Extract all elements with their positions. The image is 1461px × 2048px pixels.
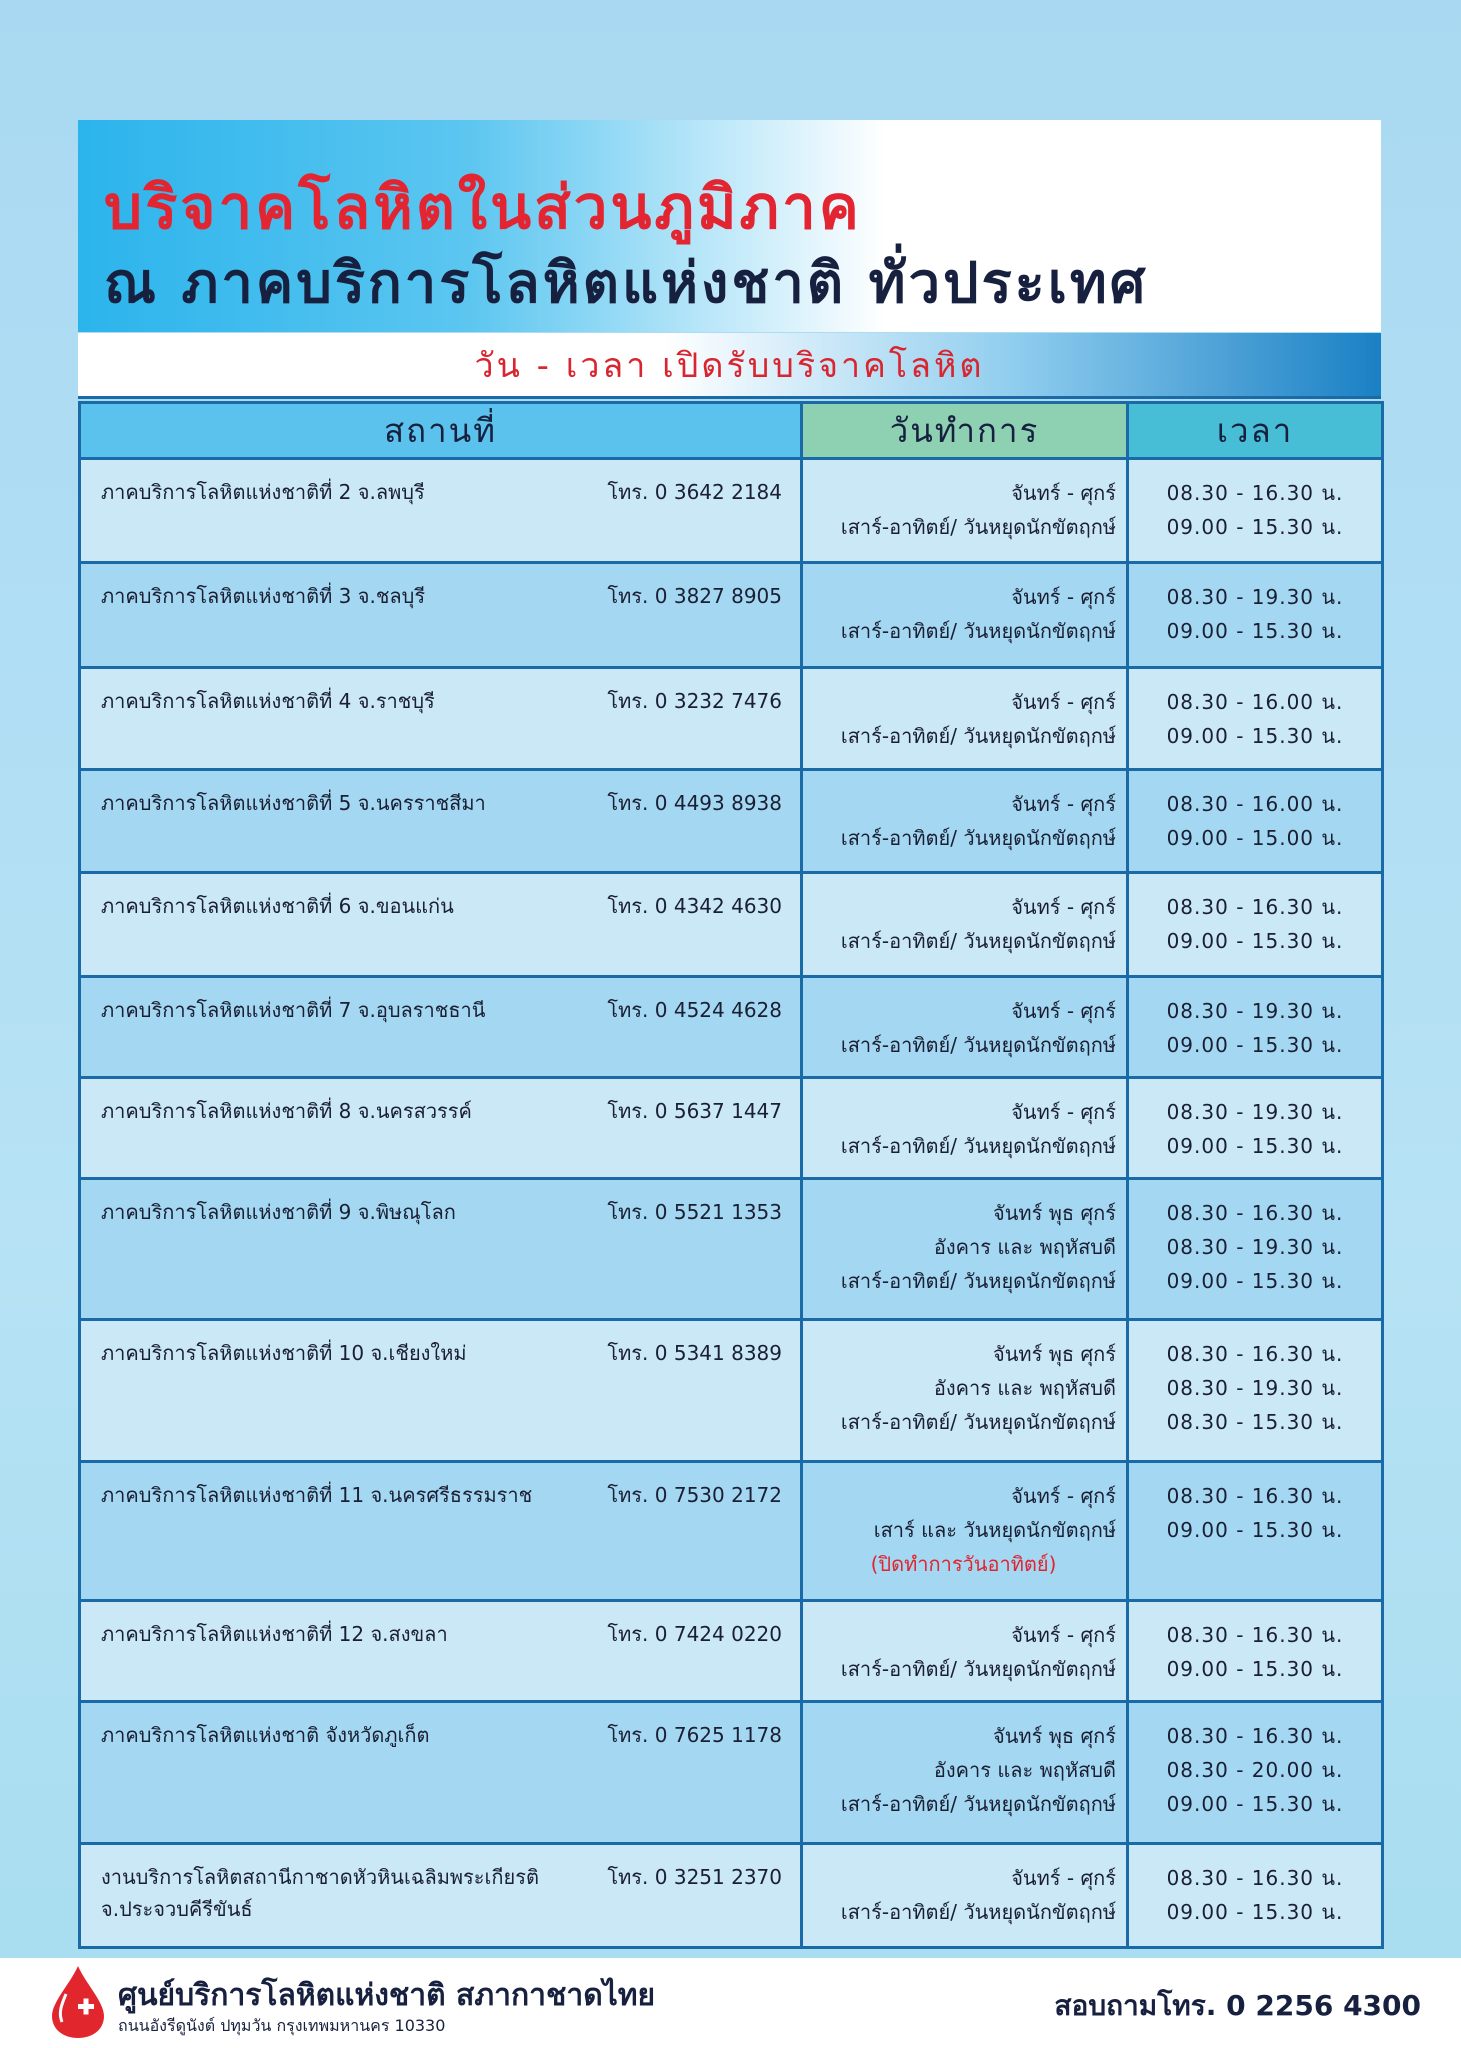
days-cell — [802, 977, 1128, 1078]
days-line: อังคาร และ พฤหัสบดี — [933, 1376, 1116, 1400]
days-line: เสาร์-อาทิตย์/ วันหยุดนักขัตฤกษ์ — [840, 1792, 1116, 1816]
days-cell — [802, 1601, 1128, 1702]
hours-cell — [1128, 1320, 1383, 1462]
hours-line: 09.00 - 15.30 น. — [1166, 1134, 1344, 1158]
opening-hours-banner-text: วัน - เวลา เปิดรับบริจาคโลหิต — [474, 345, 985, 386]
hours-cell — [1128, 1078, 1383, 1179]
donation-schedule-table — [78, 401, 1384, 1949]
days-line: เสาร์-อาทิตย์/ วันหยุดนักขัตฤกษ์ — [840, 1033, 1116, 1057]
location-name: ภาคบริการโลหิตแห่งชาติที่ 9 จ.พิษณุโลก — [101, 1200, 456, 1224]
table-row — [80, 1702, 1383, 1844]
days-cell — [802, 459, 1128, 563]
hours-cell — [1128, 1179, 1383, 1320]
footer — [0, 1958, 1461, 2048]
days-line: จันทร์ พุธ ศุกร์ — [993, 1342, 1116, 1366]
days-line: อังคาร และ พฤหัสบดี — [933, 1235, 1116, 1259]
days-cell — [802, 1179, 1128, 1320]
hours-cell — [1128, 1601, 1383, 1702]
hours-cell — [1128, 459, 1383, 563]
hours-line: 08.30 - 16.30 น. — [1166, 1724, 1344, 1748]
location-cell — [80, 1179, 802, 1320]
table-row — [80, 873, 1383, 977]
opening-hours-banner — [78, 333, 1381, 399]
hours-line: 08.30 - 19.30 น. — [1166, 1100, 1344, 1124]
location-name-line2: จ.ประจวบคีรีขันธ์ — [101, 1897, 253, 1921]
days-line: จันทร์ พุธ ศุกร์ — [993, 1201, 1116, 1225]
location-cell — [80, 668, 802, 770]
location-cell — [80, 770, 802, 873]
location-cell — [80, 977, 802, 1078]
header-panel — [78, 120, 1381, 332]
hours-line: 08.30 - 16.30 น. — [1166, 1866, 1344, 1890]
page-title: บริจาคโลหิตในส่วนภูมิภาค — [104, 173, 862, 243]
contact-phone: สอบถามโทร. 0 2256 4300 — [1054, 1989, 1421, 2022]
table-row — [80, 1320, 1383, 1462]
hours-line: 08.30 - 16.00 น. — [1166, 792, 1344, 816]
days-cell — [802, 1844, 1128, 1948]
location-phone: โทร. 0 3642 2184 — [607, 480, 782, 504]
days-cell — [802, 563, 1128, 668]
hours-cell — [1128, 977, 1383, 1078]
days-line: จันทร์ - ศุกร์ — [1011, 690, 1116, 714]
table-row — [80, 1179, 1383, 1320]
days-cell — [802, 668, 1128, 770]
days-line: จันทร์ - ศุกร์ — [1011, 1866, 1116, 1890]
days-cell — [802, 1462, 1128, 1601]
location-cell — [80, 459, 802, 563]
hours-line: 08.30 - 19.30 น. — [1166, 1235, 1344, 1259]
location-name: งานบริการโลหิตสถานีกาชาดหัวหินเฉลิมพระเกียรติ — [101, 1865, 539, 1889]
hours-cell — [1128, 563, 1383, 668]
table-row — [80, 1844, 1383, 1948]
hours-cell — [1128, 1702, 1383, 1844]
hours-line: 09.00 - 15.30 น. — [1166, 1518, 1344, 1542]
location-phone: โทร. 0 3251 2370 — [607, 1865, 782, 1889]
hours-line: 09.00 - 15.30 น. — [1166, 1033, 1344, 1057]
location-name: ภาคบริการโลหิตแห่งชาติที่ 6 จ.ขอนแก่น — [101, 894, 454, 918]
location-name: ภาคบริการโลหิตแห่งชาติที่ 5 จ.นครราชสีมา — [101, 791, 486, 815]
hours-line: 08.30 - 16.30 น. — [1166, 481, 1344, 505]
hours-line: 09.00 - 15.00 น. — [1166, 826, 1344, 850]
location-name: ภาคบริการโลหิตแห่งชาติที่ 11 จ.นครศรีธรรมราช — [101, 1483, 533, 1507]
location-phone: โทร. 0 4524 4628 — [607, 998, 782, 1022]
location-cell — [80, 1462, 802, 1601]
days-line: จันทร์ - ศุกร์ — [1011, 585, 1116, 609]
days-cell — [802, 770, 1128, 873]
location-name: ภาคบริการโลหิตแห่งชาติที่ 4 จ.ราชบุรี — [101, 689, 435, 713]
days-line: เสาร์ และ วันหยุดนักขัตฤกษ์ — [873, 1518, 1116, 1542]
days-line: เสาร์-อาทิตย์/ วันหยุดนักขัตฤกษ์ — [840, 826, 1116, 850]
hours-line: 08.30 - 16.00 น. — [1166, 690, 1344, 714]
days-line: อังคาร และ พฤหัสบดี — [933, 1758, 1116, 1782]
hours-line: 09.00 - 15.30 น. — [1166, 515, 1344, 539]
location-cell — [80, 1078, 802, 1179]
days-line: จันทร์ - ศุกร์ — [1011, 481, 1116, 505]
hours-line: 08.30 - 19.30 น. — [1166, 1376, 1344, 1400]
hours-cell — [1128, 1844, 1383, 1948]
days-line: จันทร์ - ศุกร์ — [1011, 1484, 1116, 1508]
organization-name: ศูนย์บริการโลหิตแห่งชาติ สภากาชาดไทย — [118, 1978, 656, 2013]
table-row — [80, 459, 1383, 563]
location-cell — [80, 873, 802, 977]
location-phone: โทร. 0 5521 1353 — [607, 1200, 782, 1224]
hours-cell — [1128, 1462, 1383, 1601]
hours-line: 08.30 - 19.30 น. — [1166, 999, 1344, 1023]
location-phone: โทร. 0 7424 0220 — [607, 1622, 782, 1646]
days-cell — [802, 1702, 1128, 1844]
location-cell — [80, 563, 802, 668]
closed-note: (ปิดทำการวันอาทิตย์) — [870, 1552, 1057, 1576]
location-name: ภาคบริการโลหิตแห่งชาติที่ 10 จ.เชียงใหม่ — [101, 1341, 467, 1365]
table-row — [80, 668, 1383, 770]
location-phone: โทร. 0 4342 4630 — [607, 894, 782, 918]
hours-line: 09.00 - 15.30 น. — [1166, 1900, 1344, 1924]
days-line: จันทร์ - ศุกร์ — [1011, 792, 1116, 816]
days-line: เสาร์-อาทิตย์/ วันหยุดนักขัตฤกษ์ — [840, 724, 1116, 748]
days-line: เสาร์-อาทิตย์/ วันหยุดนักขัตฤกษ์ — [840, 619, 1116, 643]
days-line: เสาร์-อาทิตย์/ วันหยุดนักขัตฤกษ์ — [840, 929, 1116, 953]
location-phone: โทร. 0 4493 8938 — [607, 791, 782, 815]
location-name: ภาคบริการโลหิตแห่งชาติ จังหวัดภูเก็ต — [101, 1723, 430, 1747]
hours-line: 09.00 - 15.30 น. — [1166, 724, 1344, 748]
location-phone: โทร. 0 3232 7476 — [607, 689, 782, 713]
location-name: ภาคบริการโลหิตแห่งชาติที่ 2 จ.ลพบุรี — [101, 480, 425, 504]
days-line: จันทร์ - ศุกร์ — [1011, 1100, 1116, 1124]
days-cell — [802, 1078, 1128, 1179]
column-header-location: สถานที่ — [80, 403, 802, 459]
location-phone: โทร. 0 7625 1178 — [607, 1723, 782, 1747]
days-line: เสาร์-อาทิตย์/ วันหยุดนักขัตฤกษ์ — [840, 515, 1116, 539]
hours-cell — [1128, 873, 1383, 977]
days-line: จันทร์ - ศุกร์ — [1011, 999, 1116, 1023]
table-header-row — [80, 403, 1383, 459]
hours-line: 08.30 - 16.30 น. — [1166, 1342, 1344, 1366]
table-row — [80, 563, 1383, 668]
location-phone: โทร. 0 7530 2172 — [607, 1483, 782, 1507]
blood-drop-red-cross-icon — [48, 1964, 108, 2040]
column-header-days: วันทำการ — [802, 403, 1128, 459]
hours-line: 08.30 - 19.30 น. — [1166, 585, 1344, 609]
days-line: เสาร์-อาทิตย์/ วันหยุดนักขัตฤกษ์ — [840, 1134, 1116, 1158]
hours-cell — [1128, 668, 1383, 770]
location-cell — [80, 1844, 802, 1948]
location-phone: โทร. 0 3827 8905 — [607, 584, 782, 608]
hours-line: 08.30 - 16.30 น. — [1166, 1623, 1344, 1647]
hours-line: 09.00 - 15.30 น. — [1166, 929, 1344, 953]
table-row — [80, 1601, 1383, 1702]
table-row — [80, 1462, 1383, 1601]
column-header-hours: เวลา — [1128, 403, 1383, 459]
location-cell — [80, 1702, 802, 1844]
hours-line: 08.30 - 20.00 น. — [1166, 1758, 1344, 1782]
organization-address: ถนนอังรีดูนังต์ ปทุมวัน กรุงเทพมหานคร 10330 — [118, 2016, 446, 2035]
days-line: จันทร์ พุธ ศุกร์ — [993, 1724, 1116, 1748]
days-cell — [802, 1320, 1128, 1462]
days-cell — [802, 873, 1128, 977]
days-line: เสาร์-อาทิตย์/ วันหยุดนักขัตฤกษ์ — [840, 1657, 1116, 1681]
table-row — [80, 1078, 1383, 1179]
hours-line: 09.00 - 15.30 น. — [1166, 1269, 1344, 1293]
days-line: จันทร์ - ศุกร์ — [1011, 895, 1116, 919]
hours-cell — [1128, 770, 1383, 873]
hours-line: 09.00 - 15.30 น. — [1166, 1657, 1344, 1681]
days-line: เสาร์-อาทิตย์/ วันหยุดนักขัตฤกษ์ — [840, 1900, 1116, 1924]
table-row — [80, 770, 1383, 873]
location-cell — [80, 1601, 802, 1702]
hours-line: 08.30 - 16.30 น. — [1166, 1484, 1344, 1508]
location-name: ภาคบริการโลหิตแห่งชาติที่ 12 จ.สงขลา — [101, 1622, 448, 1646]
location-name: ภาคบริการโลหิตแห่งชาติที่ 8 จ.นครสวรรค์ — [101, 1099, 472, 1123]
days-line: เสาร์-อาทิตย์/ วันหยุดนักขัตฤกษ์ — [840, 1410, 1116, 1434]
table-row — [80, 977, 1383, 1078]
hours-line: 08.30 - 15.30 น. — [1166, 1410, 1344, 1434]
location-phone: โทร. 0 5341 8389 — [607, 1341, 782, 1365]
location-name: ภาคบริการโลหิตแห่งชาติที่ 7 จ.อุบลราชธานี — [101, 998, 486, 1022]
days-line: จันทร์ - ศุกร์ — [1011, 1623, 1116, 1647]
days-line: เสาร์-อาทิตย์/ วันหยุดนักขัตฤกษ์ — [840, 1269, 1116, 1293]
hours-line: 09.00 - 15.30 น. — [1166, 1792, 1344, 1816]
hours-line: 08.30 - 16.30 น. — [1166, 895, 1344, 919]
hours-line: 09.00 - 15.30 น. — [1166, 619, 1344, 643]
location-phone: โทร. 0 5637 1447 — [607, 1099, 782, 1123]
hours-line: 08.30 - 16.30 น. — [1166, 1201, 1344, 1225]
page-subtitle: ณ ภาคบริการโลหิตแห่งชาติ ทั่วประเทศ — [104, 251, 1149, 316]
location-cell — [80, 1320, 802, 1462]
location-name: ภาคบริการโลหิตแห่งชาติที่ 3 จ.ชลบุรี — [101, 584, 426, 608]
